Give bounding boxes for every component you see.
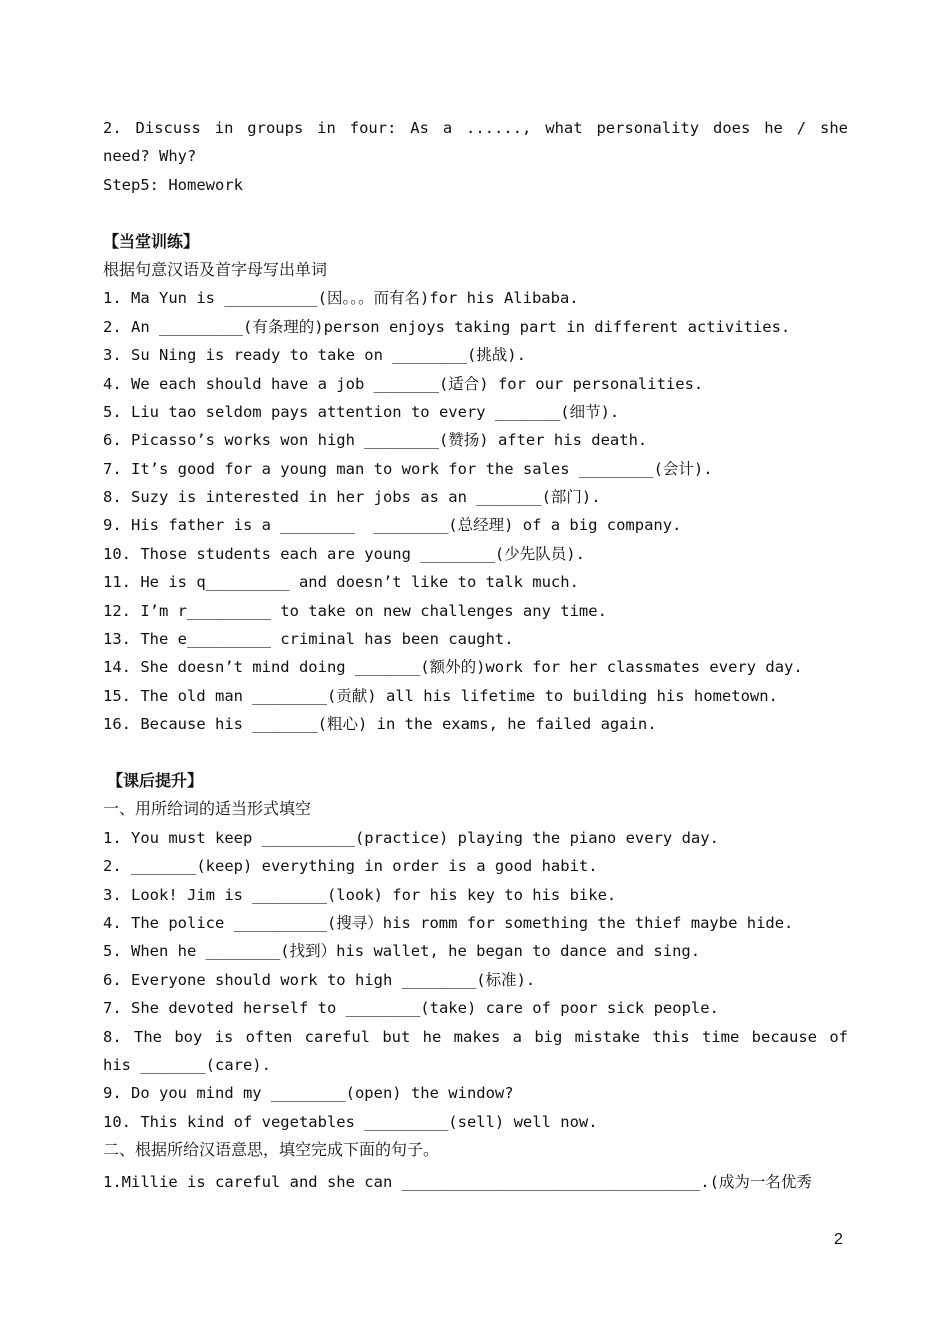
practice-item-7: 7. It’s good for a young man to work for the sales ________(会计). (103, 459, 713, 478)
improve-item-9: 9. Do you mind my ________(open) the window? (103, 1084, 514, 1103)
improve-item-10: 10. This kind of vegetables _________(sell) well now. (103, 1112, 598, 1131)
improve-item-1: 1. You must keep __________(practice) playing the piano every day. (103, 828, 719, 847)
intro-line-1: 2. Discuss in groups in four: As a ......, what personality does he / she (103, 119, 848, 137)
practice-item-1: 1. Ma Yun is __________(因。。。而有名)for his Alibaba. (103, 289, 579, 308)
spacer (103, 739, 848, 767)
improve-heading: 【课后提升】 (107, 770, 204, 790)
improve-item-4: 4. The police __________(搜寻）his romm for something the thief maybe hide. (103, 913, 794, 932)
improve-item-2: 2. _______(keep) everything in order is a good habit. (103, 857, 598, 876)
improve-part1-title: 一、用所给词的适当形式填空 (103, 799, 312, 819)
practice-item-11: 11. He is q_________ and doesn’t like to talk much. (103, 573, 579, 592)
practice-item-9: 9. His father is a ________ ________(总经理) of a big company. (103, 516, 682, 535)
document-page (103, 114, 848, 1197)
improve-item-6: 6. Everyone should work to high ________(标准). (103, 970, 536, 989)
practice-item-8: 8. Suzy is interested in her jobs as an _______(部门). (103, 488, 601, 507)
practice-item-4: 4. We each should have a job _______(适合) for our personalities. (103, 374, 704, 393)
practice-heading: 【当堂训练】 (103, 231, 200, 251)
practice-item-6: 6. Picasso’s works won high ________(赞扬) after his death. (103, 431, 648, 450)
improve-part2-item-1: 1.Millie is careful and she can ________________________________.(成为一名优秀 (103, 1173, 812, 1192)
practice-item-5: 5. Liu tao seldom pays attention to every _______(细节). (103, 402, 620, 421)
intro-line-3: Step5: Homework (103, 175, 243, 194)
improve-item-3: 3. Look! Jim is ________(look) for his key to his bike. (103, 885, 617, 904)
practice-item-16: 16. Because his _______(粗心) in the exams, he failed again. (103, 715, 657, 734)
practice-item-10: 10. Those students each are young ________(少先队员). (103, 544, 585, 563)
improve-item-5: 5. When he ________(找到）his wallet, he began to dance and sing. (103, 942, 701, 961)
practice-item-2: 2. An _________(有条理的)person enjoys taking part in different activities. (103, 317, 791, 336)
practice-item-3: 3. Su Ning is ready to take on ________(挑战). (103, 346, 526, 365)
improve-item-8-line-1: 8. The boy is often careful but he makes a big mistake this time because of (103, 1027, 848, 1046)
page-number: 2 (834, 1231, 843, 1248)
practice-item-13: 13. The e_________ criminal has been caught. (103, 630, 514, 649)
intro-line-2: need? Why? (103, 147, 197, 166)
improve-item-8-line-2: his _______(care). (103, 1055, 271, 1074)
spacer (103, 199, 848, 227)
practice-item-14: 14. She doesn’t mind doing _______(额外的)work for her classmates every day. (103, 658, 803, 677)
improve-part2-title: 二、根据所给汉语意思，填空完成下面的句子。 (103, 1140, 440, 1160)
improve-item-7: 7. She devoted herself to ________(take) care of poor sick people. (103, 999, 719, 1018)
practice-instruction: 根据句意汉语及首字母写出单词 (103, 259, 328, 279)
practice-item-12: 12. I’m r_________ to take on new challenges any time. (103, 601, 607, 620)
practice-item-15: 15. The old man ________(贡献) all his lifetime to building his hometown. (103, 686, 778, 705)
